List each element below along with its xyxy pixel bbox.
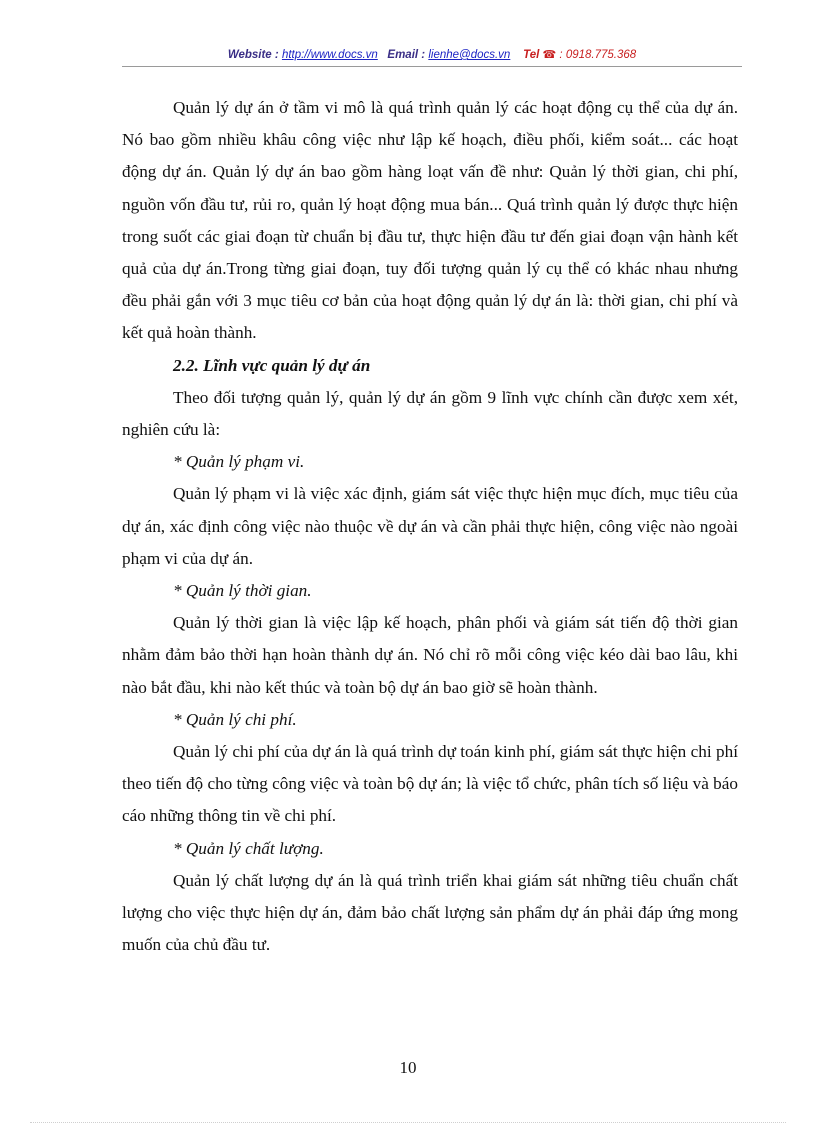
header-divider <box>122 66 742 67</box>
item-scope-management: * Quản lý phạm vi. <box>173 452 305 472</box>
email-label: Email <box>387 49 419 61</box>
email-separator: : <box>418 49 429 61</box>
telephone-icon: ☎ <box>542 49 557 61</box>
page-header <box>122 48 742 61</box>
paragraph-time: Quản lý thời gian là việc lập kế hoạch, phân phối và giám sát tiến độ thời gian nhằm đảm bảo thời hạn hoàn thành dự án. Nó chỉ rõ mỗi công việc kéo dài bao lâu, khi nào bắt đầu, khi nào kết thúc và toàn bộ dự án bao giờ sẽ hoàn thành. <box>122 613 738 697</box>
paragraph-quality: Quản lý chất lượng dự án là quá trình triển khai giám sát những tiêu chuẩn chất lượng cho việc thực hiện dự án, đảm bảo chất lượng sản phẩm dự án phải đáp ứng mong muốn của chủ đầu tư. <box>122 870 738 955</box>
page-number: 10 <box>399 1058 417 1077</box>
paragraph-areas: Theo đối tượng quản lý, quản lý dự án gồm 9 lĩnh vực chính cần được xem xét, nghiên cứu là: <box>122 387 738 440</box>
paragraph-cost: Quản lý chi phí của dự án là quá trình dự toán kinh phí, giám sát thực hiện chi phí theo tiến độ cho từng công việc và toàn bộ dự án; là việc tổ chức, phân tích số liệu và báo cáo những thông tin về chi phí. <box>122 742 738 826</box>
document-body <box>122 92 738 961</box>
section-heading: 2.2. Lĩnh vực quản lý dự án <box>173 355 371 375</box>
website-label: Website <box>227 49 272 61</box>
website-separator: : <box>271 49 282 61</box>
paragraph-intro: Quản lý dự án ở tầm vi mô là quá trình quản lý các hoạt động cụ thể của dự án. Nó bao gồm nhiều khâu công việc như lập kế hoạch, điều phối, kiểm soát... các hoạt động dự án. Quản lý dự án bao gồm hàng loạt vấn đề như: Quản lý thời gian, chi phí, nguồn vốn đầu tư, rủi ro, quản lý hoạt động mua bán... Quá trình quản lý được thực hiện trong suốt các giai đoạn từ chuẩn bị đầu tư, thực hiện đầu tư đến giai đoạn vận hành kết quả của dự án.Trong từng giai đoạn, tuy đối tượng quản lý cụ thể có khác nhau nhưng đều phải gắn với 3 mục tiêu cơ bản của hoạt động quản lý dự án là: thời gian, chi phí và kết quả hoàn thành. <box>122 98 738 343</box>
email-link[interactable]: lienhe@docs.vn <box>428 49 511 61</box>
phone-number: 0918.775.368 <box>565 49 637 61</box>
item-quality-management: * Quản lý chất lượng. <box>173 838 324 858</box>
item-time-management: * Quản lý thời gian. <box>173 581 312 601</box>
tel-label: Tel <box>523 49 540 61</box>
website-link[interactable]: http://www.docs.vn <box>281 49 378 61</box>
item-cost-management: * Quản lý chi phí. <box>173 709 297 729</box>
paragraph-scope: Quản lý phạm vi là việc xác định, giám sát việc thực hiện mục đích, mục tiêu của dự án, xác định công việc nào thuộc về dự án và cần phải thực hiện, công việc nào ngoài phạm vi của dự án. <box>122 484 738 568</box>
phone-separator: : <box>556 49 566 61</box>
